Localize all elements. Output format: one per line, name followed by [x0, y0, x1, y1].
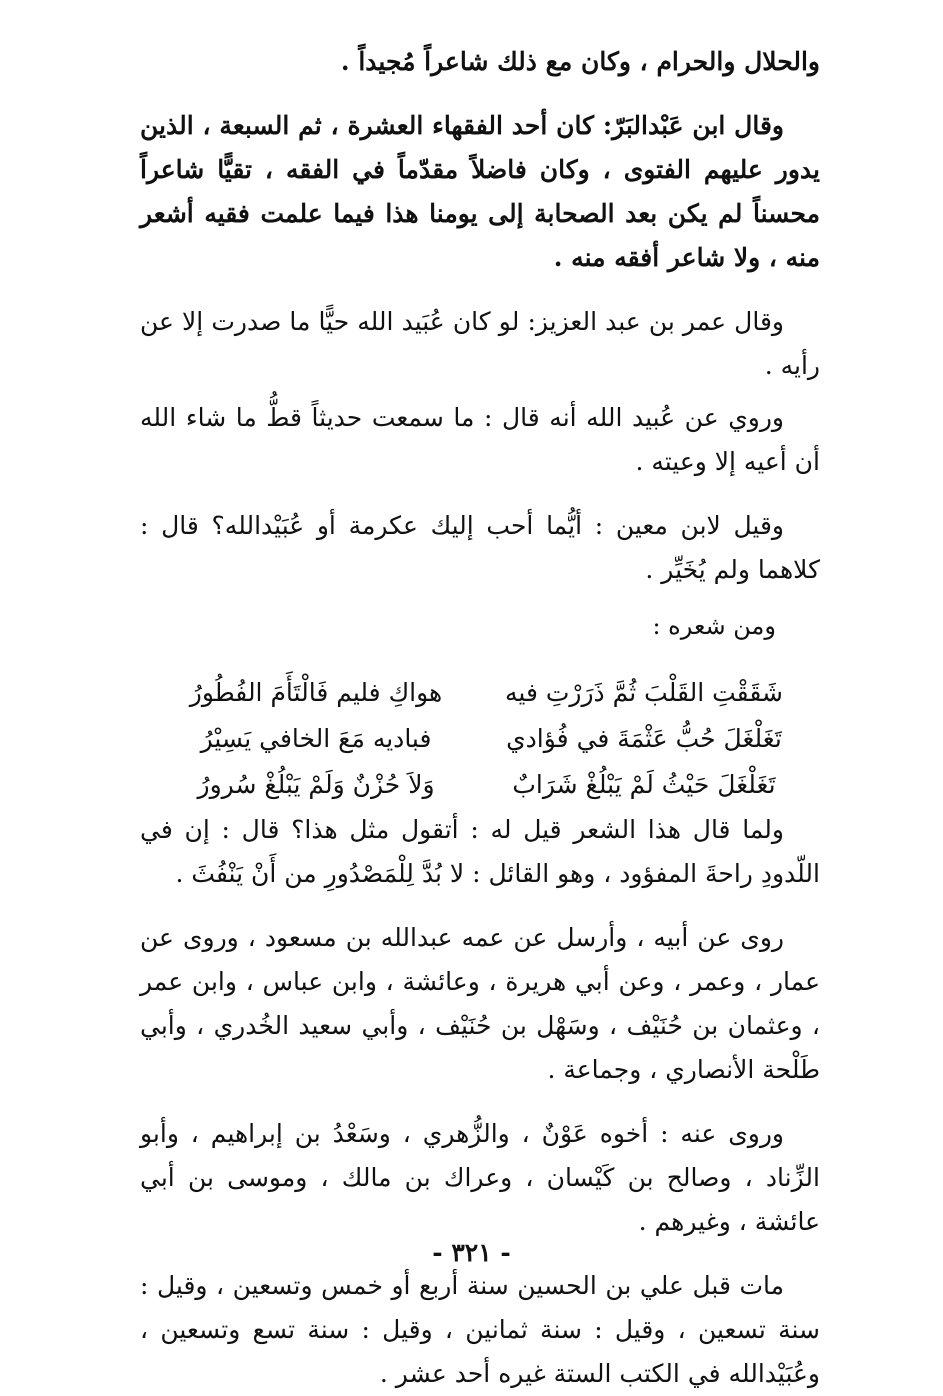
verse-second-hemistich: هواكِ فليم فَالْتَأَمَ الفُطُورُ	[189, 678, 443, 707]
page-body	[140, 40, 820, 1396]
paragraph-death: مات قبل علي بن الحسين سنة أربع أو خمس وتسعين ، وقيل : سنة تسعين ، وقيل : سنة ثمانين ، وقيل : سنة تسع وتسعين ، وعُبَيْدالله في الكتب الستة غيره أحد عشر .	[140, 1271, 820, 1388]
paragraph-narrated-from: روى عن أبيه ، وأرسل عن عمه عبدالله بن مسعود ، وروى عن عمار ، وعمر ، وعن أبي هريرة ، وعائشة ، وابن عباس ، وابن عمر ، وعثمان بن حُنَيْف ، وسَهْل بن حُنَيْف ، وأبي سعيد الخُدري ، وأبي طَلْحة الأنصاري ، وجماعة .	[140, 923, 820, 1084]
verse-first-hemistich: تَغَلْغَلَ حَيْثُ لَمْ يَبْلُغْ شَرَابٌ	[512, 770, 776, 799]
paragraph-narration: وروي عن عُبيد الله أنه قال : ما سمعت حديثاً قطُّ ما شاء الله أن أعيه إلا وعيته .	[140, 403, 820, 476]
page-number: - ٣٢١ -	[432, 1238, 511, 1267]
poetry-intro: ومن شعره :	[652, 612, 776, 640]
paragraph-1: والحلال والحرام ، وكان مع ذلك شاعراً مُجيداً .	[340, 47, 820, 76]
paragraph-narrated-by: وروى عنه : أخوه عَوْنٌ ، والزُّهري ، وسَعْدُ بن إبراهيم ، وأبو الزِّناد ، وصالح بن كَيْسان ، وعراك بن مالك ، وموسى بن أبي عائشة ، وغيرهم .	[140, 1119, 820, 1236]
paragraph-umar-quote: وقال عمر بن عبد العزيز: لو كان عُبَيد الله حيًّا ما صدرت إلا عن رأيه .	[140, 307, 820, 380]
verse-second-hemistich: فباديه مَعَ الخافي يَسِيْرُ	[200, 724, 432, 753]
verse-line	[140, 716, 820, 762]
paragraph-ibn-main: وقيل لابن معين : أيُّما أحب إليك عكرمة أو عُبَيْدالله؟ قال : كلاهما ولم يُخَيِّر .	[140, 511, 820, 584]
verse-first-hemistich: شَقَقْتِ القَلْبَ ثُمَّ ذَرَرْتِ فيه	[505, 678, 783, 707]
verse-line	[140, 670, 820, 716]
paragraph-after-poem: ولما قال هذا الشعر قيل له : أتقول مثل هذا؟ قال : إن في اللّدودِ راحةَ المفؤود ، وهو القائل : لا بُدَّ لِلْمَصْدُورِ من أَنْ يَنْفُثَ .	[140, 815, 820, 888]
verse-line	[140, 762, 820, 808]
verse-first-hemistich: تَغَلْغَلَ حُبُّ عَثْمَةَ في فُؤادي	[506, 724, 782, 753]
paragraph-ibn-abd-al-barr: وقال ابن عَبْدالبَرّ: كان أحد الفقهاء العشرة ، ثم السبعة ، الذين يدور عليهم الفتوى ، وكان فاضلاً مقدّماً في الفقه ، تقيًّا شاعراً محسناً لم يكن بعد الصحابة إلى يومنا هذا فيما علمت فقيه أشعر منه ، ولا شاعر أفقه منه .	[140, 111, 820, 272]
verse-second-hemistich: وَلاَ حُزْنٌ وَلَمْ يَبْلُغْ سُرورُ	[197, 770, 435, 799]
